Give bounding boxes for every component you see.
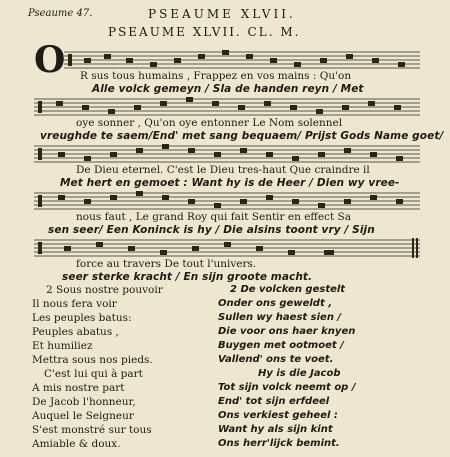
music-staff [64,50,420,70]
staff-lines [34,144,420,164]
verse-2-french [32,283,163,451]
staff-lines [64,50,420,70]
verse-line: S'est monstré sur tous [32,424,152,436]
lyric-dutch: Met hert en gemoet : Want hy is de Heer / Dien wy vree- [60,177,400,189]
running-head [28,8,428,24]
verse-line: Buygen met ootmoet / [218,340,344,351]
lyric-dutch: seer sterke kracht / En sijn groote macht. [62,271,313,283]
verse-line: Hy is die Jacob [258,368,341,379]
verse-line: A mis nostre part [32,382,125,394]
verse-line: Onder ons geweldt , [218,298,333,309]
verse-line: 2 Sous nostre pouvoir [46,284,163,296]
drop-cap: O [34,39,66,81]
psalm-title: PSEAUME XLVII. CL. M. [108,25,301,39]
lyric-french: R sus tous humains , Frappez en vos mains : Qu'on [80,70,352,82]
verse-line: C'est lui qui à part [44,368,143,380]
verse-line: Vallend' ons te voet. [218,354,334,365]
verse-line: De Jacob l'honneur, [32,396,136,408]
lyric-dutch: sen seer/ Een Koninck is hy / Die alsins toont vry / Sijn [48,224,375,236]
music-staff [34,191,420,211]
lyric-dutch: vreughde te saem/End' met sang bequaem/ Prijst Gods Name goet/ [40,130,444,142]
verse-line: Die voor ons haer knyen [218,326,356,337]
verse-line: End' tot sijn erfdeel [218,396,330,407]
verse-line: Auquel le Seigneur [32,410,134,422]
music-staff [34,238,420,258]
verse-line: Peuples abatus , [32,326,119,338]
verse-2-dutch [218,283,355,451]
lyric-french: force au travers De tout l'univers. [76,258,257,270]
running-title: PSEAUME XLVII. [148,7,296,21]
staff-lines [34,97,420,117]
verse-line: Amiable & doux. [32,438,121,450]
lyric-french: De Dieu eternel. C'est le Dieu tres-haut Que craindre il [76,164,370,176]
verse-line: Ons herr'lijck bemint. [218,438,340,449]
lyric-french: oye sonner , Qu'on oye entonner Le Nom solennel [76,117,343,129]
page-label: Pseaume 47. [28,8,93,19]
verse-line: 2 De volcken gestelt [230,284,346,295]
music-staff [34,144,420,164]
verse-line: Les peuples batus: [32,312,132,324]
verse-line: Et humiliez [32,340,93,352]
lyric-french: nous faut , Le grand Roy qui fait Sentir en effect Sa [76,211,351,223]
staff-lines [34,191,420,211]
verse-line: Mettra sous nos pieds. [32,354,153,366]
verse-line: Sullen wy haest sien / [218,312,342,323]
staff-lines [34,238,420,258]
verse-line: Il nous fera voir [32,298,117,310]
verse-line: Tot sijn volck neemt op / [218,382,356,393]
verse-line: Ons verkiest geheel : [218,410,338,421]
music-staff [34,97,420,117]
lyric-dutch: Alle volck gemeyn / Sla de handen reyn / Met [92,83,364,95]
verse-line: Want hy als sijn kint [218,424,333,435]
